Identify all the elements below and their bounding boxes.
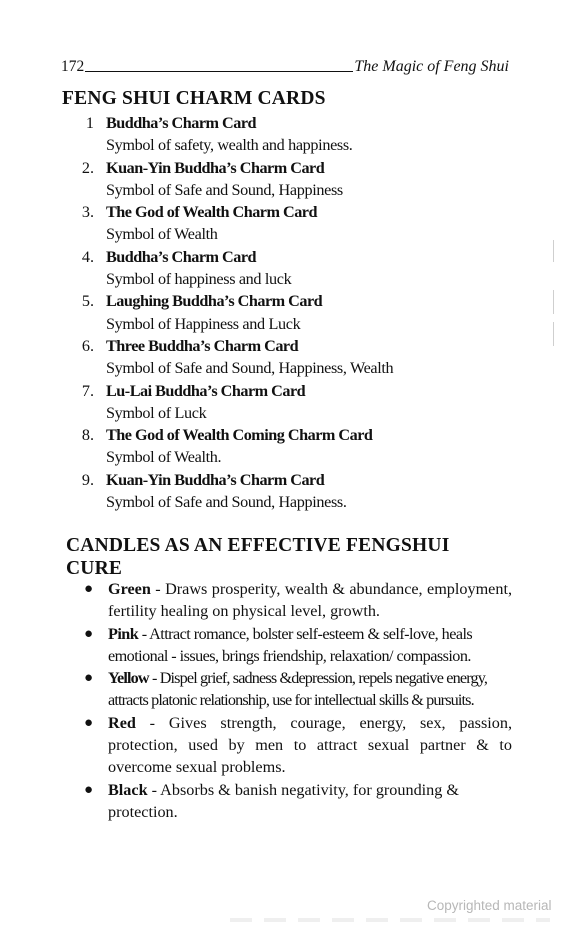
candle-color-list: [80, 578, 512, 823]
candle-color-red: Red: [108, 713, 136, 732]
item-number: 9.: [81, 470, 94, 489]
candle-color-green: Green: [108, 580, 151, 598]
list-item: [80, 578, 512, 623]
list-item: [80, 779, 512, 824]
candle-effect-text: - Attract romance, bolster self-esteem & self-love, heals emotional - issues, brings friendship, relaxation/ compassion.: [108, 624, 473, 665]
list-item: [62, 201, 512, 246]
item-number: 4.: [81, 247, 94, 266]
card-name: Laughing Buddha’s Charm Card: [106, 292, 323, 311]
card-name: The God of Wealth Charm Card: [106, 203, 317, 222]
card-name: Buddha’s Charm Card: [106, 247, 257, 266]
list-item: [80, 667, 512, 712]
list-item: [62, 424, 512, 469]
candle-effect-text: - Dispel grief, sadness &depression, repels negative energy, attracts platonic relationship, use for intellectual skills & pursuits.: [108, 669, 488, 710]
section-heading-charm-cards: FENG SHUI CHARM CARDS: [62, 88, 326, 109]
item-number: 5.: [81, 292, 94, 311]
card-name: Kuan-Yin Buddha’s Charm Card: [106, 470, 325, 489]
bullet-icon: ●: [84, 781, 94, 798]
candle-effect-text: - Absorbs & banish negativity, for grounding & protection.: [108, 780, 460, 821]
card-description: Symbol of Safe and Sound, Happiness: [106, 180, 343, 199]
list-item: [80, 712, 512, 779]
card-name: Buddha’s Charm Card: [106, 114, 257, 132]
list-item: [62, 112, 512, 157]
page-number: 172: [61, 58, 85, 75]
card-name: Three Buddha’s Charm Card: [106, 336, 299, 355]
candle-effect-text: - Gives strength, courage, energy, sex, passion, protection, used by men to attract sexual partner & to overcome sexual problems.: [108, 713, 512, 777]
item-number: 8.: [81, 426, 94, 445]
item-number: 2.: [81, 158, 94, 177]
header-rule: [85, 71, 353, 72]
scan-mark: [553, 290, 554, 314]
list-item: [80, 623, 512, 668]
list-item: [62, 469, 512, 514]
list-item: [62, 380, 512, 425]
card-description: Symbol of Safe and Sound, Happiness, Wealth: [106, 359, 394, 378]
card-description: Symbol of Wealth: [106, 225, 218, 244]
card-description: Symbol of Luck: [106, 403, 207, 422]
list-item: [62, 246, 512, 291]
candle-color-yellow: Yellow: [108, 669, 149, 688]
card-name: Kuan-Yin Buddha’s Charm Card: [106, 158, 325, 177]
scan-artifact: [230, 918, 550, 922]
candle-color-black: Black: [108, 780, 148, 799]
card-name: The God of Wealth Coming Charm Card: [106, 426, 373, 445]
scan-mark: [553, 240, 554, 262]
list-item: [62, 157, 512, 202]
list-item: [62, 335, 512, 380]
item-number: 1: [85, 114, 94, 132]
card-description: Symbol of happiness and luck: [106, 270, 292, 289]
bullet-icon: ●: [84, 670, 93, 687]
item-number: 7.: [81, 381, 94, 400]
section-heading-candles: CANDLES AS AN EFFECTIVE FENGSHUI CURE: [66, 535, 450, 579]
card-description: Symbol of Wealth.: [106, 448, 222, 467]
copyright-watermark: Copyrighted material: [427, 898, 552, 913]
card-description: Symbol of Safe and Sound, Happiness.: [106, 493, 347, 512]
candle-effect-text: - Draws prosperity, wealth & abundance, employment, fertility healing on physical level, growth.: [108, 580, 512, 621]
item-number: 3.: [81, 203, 94, 222]
card-description: Symbol of Happiness and Luck: [106, 314, 301, 333]
bullet-icon: ●: [84, 714, 94, 731]
bullet-icon: ●: [84, 581, 94, 597]
card-name: Lu-Lai Buddha’s Charm Card: [106, 381, 306, 400]
card-description: Symbol of safety, wealth and happiness.: [106, 136, 353, 155]
charm-card-list: [62, 112, 512, 513]
item-number: 6.: [81, 336, 94, 355]
list-item: [62, 290, 512, 335]
candle-color-pink: Pink: [108, 624, 139, 643]
running-header: [61, 54, 509, 76]
scan-mark: [553, 322, 554, 346]
bullet-icon: ●: [84, 625, 93, 642]
book-title: The Magic of Feng Shui: [354, 58, 509, 75]
